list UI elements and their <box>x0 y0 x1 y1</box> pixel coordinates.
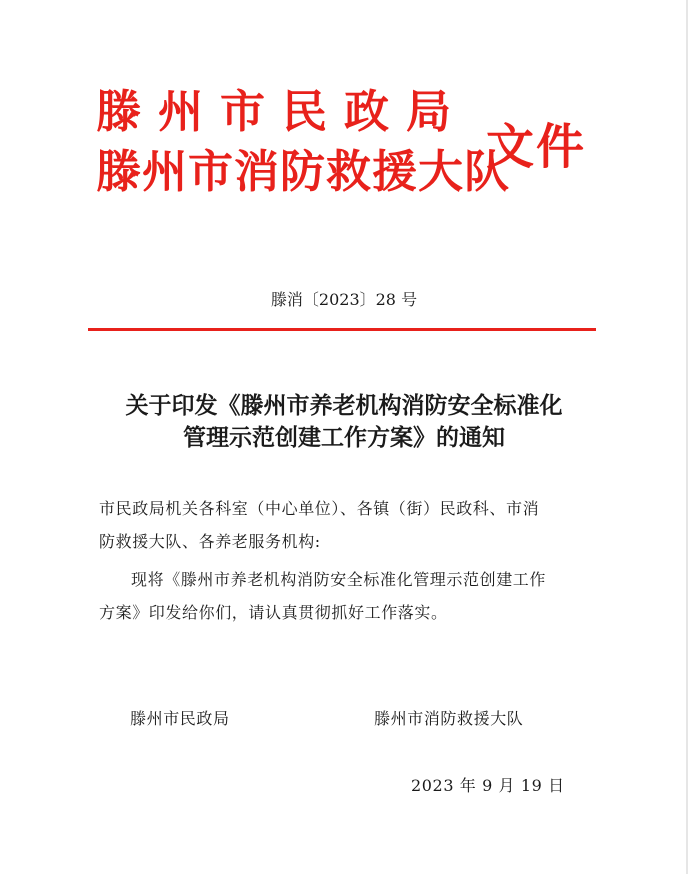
body-paragraph-line-1: 现将《滕州市养老机构消防安全标准化管理示范创建工作 <box>131 570 547 589</box>
issuer-line-2: 滕州市消防救援大队 <box>96 145 511 198</box>
signature-fire-rescue: 滕州市消防救援大队 <box>374 709 524 728</box>
document-number: 滕消〔2023〕28 号 <box>270 290 418 309</box>
recipients-line-2: 防救援大队、各养老服务机构: <box>99 532 321 551</box>
document-title-line-2: 管理示范创建工作方案》的通知 <box>183 425 505 451</box>
red-separator-line <box>88 328 596 331</box>
issue-date: 2023 年 9 月 19 日 <box>411 776 565 795</box>
issuer-line-1: 滕州市民政局 <box>96 85 469 138</box>
signature-civil-affairs: 滕州市民政局 <box>130 709 230 728</box>
document-header <box>96 80 596 230</box>
body-paragraph-line-2: 方案》印发给你们，请认真贯彻抓好工作落实。 <box>99 603 448 622</box>
document-title-line-1: 关于印发《滕州市养老机构消防安全标准化 <box>125 393 563 419</box>
document-type: 文件 <box>486 119 587 175</box>
recipients-line-1: 市民政局机关各科室（中心单位）、各镇（街）民政科、市消 <box>99 499 540 518</box>
